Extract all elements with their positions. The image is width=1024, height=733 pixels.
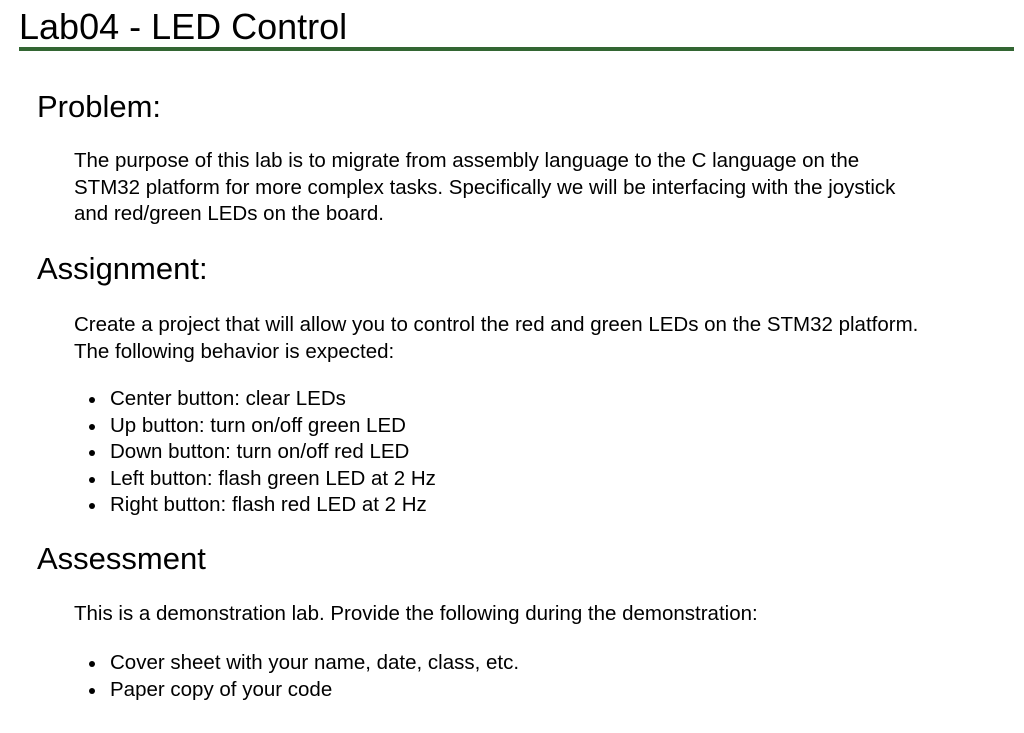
assessment-heading: Assessment <box>37 541 206 576</box>
problem-line-1: The purpose of this lab is to migrate from assembly language to the C language on the <box>74 149 860 172</box>
list-item: Up button: turn on/off green LED <box>89 413 436 440</box>
problem-line-2: STM32 platform for more complex tasks. Specifically we will be interfacing with the joystick <box>74 175 896 199</box>
page-title: Lab04 - LED Control <box>19 6 348 47</box>
assignment-paragraph <box>74 312 918 365</box>
list-item: Right button: flash red LED at 2 Hz <box>89 492 436 519</box>
assignment-line-2: The following behavior is expected: <box>74 339 395 363</box>
assessment-bullet-list <box>89 650 519 703</box>
assessment-paragraph <box>74 601 758 628</box>
assignment-line-1: Create a project that will allow you to control the red and green LEDs on the STM32 platform. <box>74 313 919 336</box>
list-item: Left button: flash green LED at 2 Hz <box>89 466 436 493</box>
problem-heading: Problem: <box>37 89 162 124</box>
list-item: Cover sheet with your name, date, class, etc. <box>89 650 519 677</box>
list-item: Down button: turn on/off red LED <box>89 439 436 466</box>
problem-line-3: and red/green LEDs on the board. <box>74 202 384 225</box>
problem-paragraph <box>74 148 895 228</box>
title-rule <box>19 6 1014 51</box>
assignment-heading: Assignment: <box>37 251 208 286</box>
assessment-line-1: This is a demonstration lab. Provide the following during the demonstration: <box>74 602 758 625</box>
list-item: Paper copy of your code <box>89 677 519 704</box>
list-item: Center button: clear LEDs <box>89 386 436 413</box>
assignment-bullet-list <box>89 386 436 519</box>
